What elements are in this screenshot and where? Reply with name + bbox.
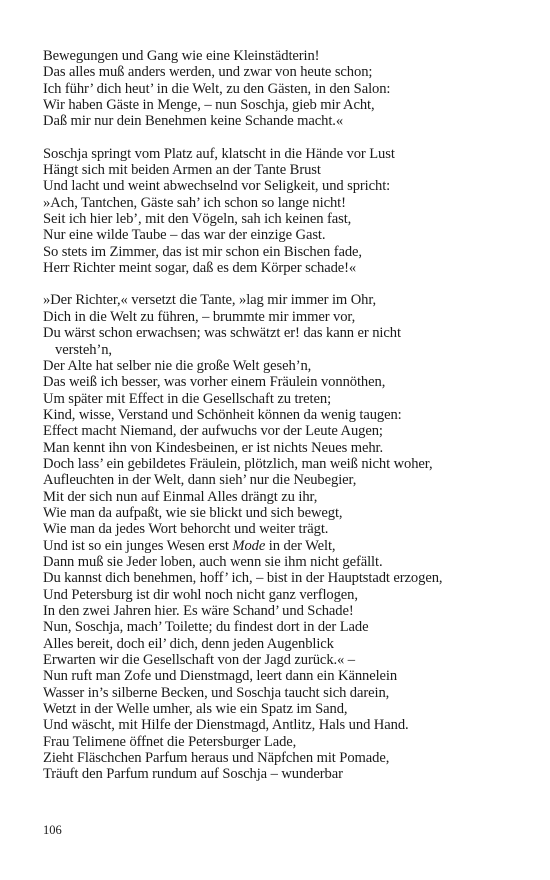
verse-line: Alles bereit, doch eil’ dich, denn jeden Augenblick xyxy=(43,635,334,652)
verse-line: Soschja springt vom Platz auf, klatscht in die Hände vor Lust xyxy=(43,145,395,162)
emphasized-word: Mode xyxy=(232,537,266,554)
verse-line: Das alles muß anders werden, und zwar von heute schon; xyxy=(43,64,373,81)
verse-line: Und lacht und weint abwechselnd vor Seligkeit, und spricht: xyxy=(43,178,391,195)
verse-line: Wie man da aufpaßt, wie sie blickt und sich bewegt, xyxy=(43,504,343,521)
verse-line: Bewegungen und Gang wie eine Kleinstädterin! xyxy=(43,48,320,64)
verse-line: In den zwei Jahren hier. Es wäre Schand’ und Schade! xyxy=(43,603,354,619)
verse-line: »Der Richter,« versetzt die Tante, »lag mir immer im Ohr, xyxy=(43,292,377,309)
verse-line: Und wäscht, mit Hilfe der Dienstmagd, Antlitz, Hals und Hand. xyxy=(43,717,409,734)
verse-line: Zieht Fläschchen Parfum heraus und Näpfchen mit Pomade, xyxy=(43,750,390,767)
verse-line: Nur eine wilde Taube – das war der einzige Gast. xyxy=(43,227,326,244)
verse-line: »Ach, Tantchen, Gäste sah’ ich schon so lange nicht! xyxy=(43,194,346,211)
verse-line: Seit ich hier leb’, mit den Vögeln, sah ich keinen fast, xyxy=(43,211,352,228)
verse-line: Träuft den Parfum rundum auf Soschja – wunderbar xyxy=(43,766,343,783)
verse-line: Und ist so ein junges Wesen erst Mode in der Welt, xyxy=(43,537,336,554)
verse-line: Kind, wisse, Verstand und Schönheit können da wenig taugen: xyxy=(43,406,402,423)
verse-line: Wasser in’s silberne Becken, und Soschja taucht sich darein, xyxy=(43,684,390,701)
verse-line: Doch lass’ ein gebildetes Fräulein, plötzlich, man weiß nicht woher, xyxy=(43,455,433,472)
verse-line: Aufleuchten in der Welt, dann sieh’ nur die Neubegier, xyxy=(43,472,357,489)
verse-line: Mit der sich nun auf Einmal Alles drängt zu ihr, xyxy=(43,488,318,505)
verse-line: Hängt sich mit beiden Armen an der Tante Brust xyxy=(43,162,321,179)
verse-line: Und Petersburg ist dir wohl noch nicht ganz verflogen, xyxy=(43,586,358,603)
verse-line: Man kennt ihn von Kindesbeinen, er ist nichts Neues mehr. xyxy=(43,439,384,456)
verse-line: Ich führ’ dich heut’ in die Welt, zu den Gästen, in den Salon: xyxy=(43,80,391,97)
verse-line: Du wärst schon erwachsen; was schwätzt er! das kann er nicht xyxy=(43,325,401,342)
verse-line: Wir haben Gäste in Menge, – nun Soschja, gieb mir Acht, xyxy=(43,97,375,114)
verse-line: Der Alte hat selber nie die große Welt geseh’n, xyxy=(43,357,312,374)
stanza xyxy=(43,292,533,782)
stanza xyxy=(43,146,533,277)
verse-line: Du kannst dich benehmen, hoff’ ich, – bist in der Hauptstadt erzogen, xyxy=(43,570,443,587)
verse-line: Nun ruft man Zofe und Dienstmagd, leert dann ein Kännelein xyxy=(43,668,398,685)
verse-line: So stets im Zimmer, das ist mir schon ein Bischen fade, xyxy=(43,243,362,260)
page-number: 106 xyxy=(43,823,62,837)
verse-line: versteh’n, xyxy=(55,341,112,358)
verse-line: Daß mir nur dein Benehmen keine Schande macht.« xyxy=(43,113,344,130)
verse-line: Herr Richter meint sogar, daß es dem Körper schade!« xyxy=(43,260,357,277)
verse-line: Dann muß sie Jeder loben, auch wenn sie ihm nicht gefällt. xyxy=(43,553,383,570)
verse-line: Effect macht Niemand, der aufwuchs vor der Leute Augen; xyxy=(43,423,383,440)
verse-line: Dich in die Welt zu führen, – brummte mir immer vor, xyxy=(43,308,356,325)
poem-text xyxy=(43,48,533,799)
verse-line: Erwarten wir die Gesellschaft von der Jagd zurück.« – xyxy=(43,652,356,669)
verse-line: Das weiß ich besser, was vorher einem Fräulein vonnöthen, xyxy=(43,374,386,391)
verse-line: Wetzt in der Welle umher, als wie ein Spatz im Sand, xyxy=(43,701,348,718)
stanza xyxy=(43,48,533,130)
verse-line: Um später mit Effect in die Gesellschaft zu treten; xyxy=(43,390,332,407)
verse-line: Frau Telimene öffnet die Petersburger Lade, xyxy=(43,733,297,750)
verse-line: Wie man da jedes Wort behorcht und weiter trägt. xyxy=(43,521,329,538)
verse-line: Nun, Soschja, mach’ Toilette; du findest dort in der Lade xyxy=(43,619,369,636)
